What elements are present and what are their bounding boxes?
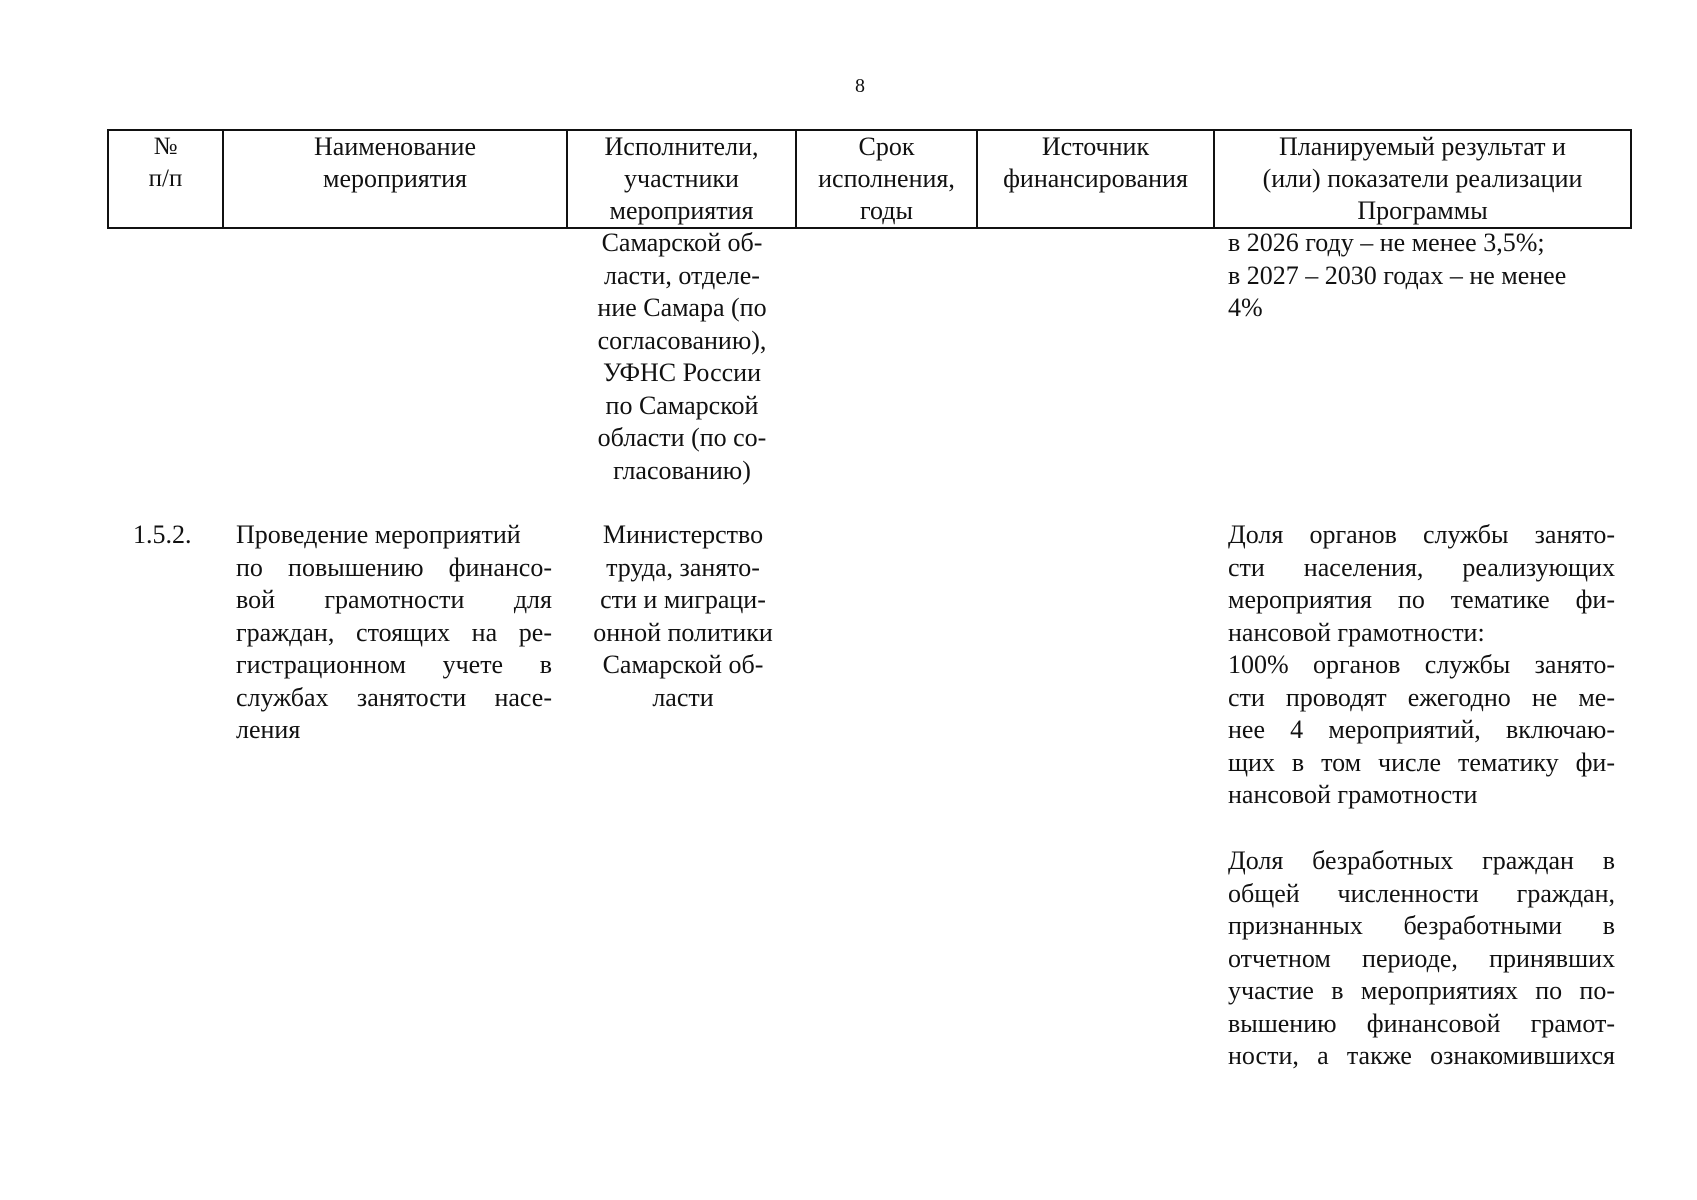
text-line: ности, а также ознакомившихся [1228, 1041, 1615, 1070]
text-line: согласованию), [597, 325, 767, 355]
text-line: сти населения, реализующих [1228, 552, 1615, 582]
text-line: ласти [652, 682, 714, 712]
text-line: труда, занято- [606, 552, 760, 582]
text-line: Министерство [602, 520, 764, 549]
header-term-line: исполнения, [818, 164, 955, 193]
text-line: Самарской об- [601, 228, 763, 257]
text-line: онной политики [593, 617, 773, 647]
header-number [108, 130, 223, 228]
text-line: ления [236, 715, 301, 744]
text-line: нее 4 мероприятий, включаю- [1228, 715, 1615, 744]
text-line: Самарской об- [602, 650, 764, 679]
continuation-executors [567, 227, 797, 487]
text-line: Проведение мероприятий [236, 520, 521, 549]
text-line: граждан, стоящих на ре- [236, 617, 552, 647]
header-term [796, 130, 977, 228]
header-result-line: (или) показатели реализации [1262, 164, 1583, 193]
header-executors-line: мероприятия [609, 196, 754, 225]
text-line: участие в мероприятиях по по- [1228, 976, 1615, 1005]
header-source-line: финансирования [1003, 164, 1188, 193]
text-line: сти и миграци- [600, 585, 766, 614]
row-name [236, 519, 552, 747]
text-line: гласованию) [613, 455, 751, 485]
text-line: Доля безработных граждан в [1228, 846, 1615, 875]
row-result-block-2 [1228, 845, 1615, 1073]
text-line: области (по со- [597, 423, 767, 452]
text-line: УФНС России [602, 358, 761, 387]
header-term-line: Срок [858, 132, 915, 161]
header-executors [567, 130, 796, 228]
row-result-block-1 [1228, 519, 1615, 812]
text-line: мероприятия по тематике фи- [1228, 585, 1615, 614]
page-number: 8 [855, 75, 865, 97]
text-line: в 2026 году – не менее 3,5%; [1228, 228, 1545, 257]
header-source-line: Источник [1041, 132, 1150, 161]
header-result [1214, 130, 1631, 228]
table-header [107, 129, 1632, 229]
text-line: общей численности граждан, [1228, 878, 1615, 908]
text-line: ласти, отделе- [604, 260, 760, 290]
header-name [223, 130, 567, 228]
row-number: 1.5.2. [133, 520, 192, 549]
text-line: ние Самара (по [597, 293, 767, 322]
text-line: щих в том числе тематику фи- [1228, 747, 1615, 777]
header-term-line: годы [860, 196, 913, 225]
text-line: 100% органов службы занято- [1228, 650, 1615, 679]
header-executors-line: Исполнители, [604, 132, 759, 161]
header-name-line: Наименование [314, 132, 476, 161]
text-line: вышению финансовой грамот- [1228, 1008, 1615, 1038]
text-line: отчетном периоде, принявших [1228, 943, 1615, 973]
header-name-line: мероприятия [322, 164, 467, 193]
text-line: по Самарской [605, 390, 759, 420]
continuation-result [1228, 227, 1618, 325]
header-source [977, 130, 1214, 228]
header-result-line: Программы [1357, 196, 1488, 225]
text-line: 4% [1228, 293, 1263, 322]
text-line: сти проводят ежегодно не ме- [1228, 682, 1615, 712]
text-line: гистрационном учете в [236, 650, 552, 679]
text-line: в 2027 – 2030 годах – не менее [1228, 260, 1567, 290]
header-number-line: № [153, 133, 178, 160]
header-result-line: Планируемый результат и [1279, 132, 1566, 161]
text-line: Доля органов службы занято- [1228, 520, 1615, 549]
row-executors [585, 519, 781, 714]
header-executors-line: участники [624, 164, 739, 193]
header-number-line: п/п [148, 165, 183, 192]
text-line: по повышению финансо- [236, 552, 552, 582]
text-line: признанных безработными в [1228, 911, 1615, 940]
text-line: нансовой грамотности: [1228, 617, 1485, 647]
text-line: нансовой грамотности [1228, 780, 1478, 809]
text-line: вой грамотности для [236, 585, 552, 614]
text-line: службах занятости насе- [236, 682, 552, 712]
